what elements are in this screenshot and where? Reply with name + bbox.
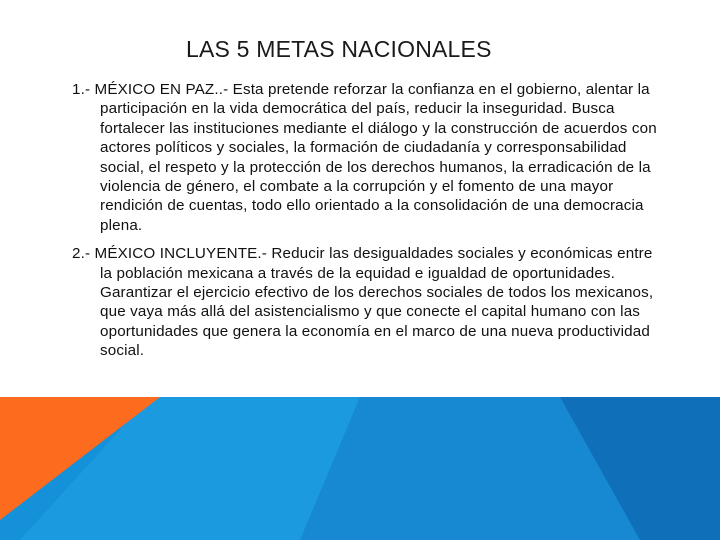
slide-title: LAS 5 METAS NACIONALES — [186, 36, 492, 62]
paragraph-mexico-incluyente: 2.- MÉXICO INCLUYENTE.- Reducir las desigualdades sociales y económicas entre la población mexicana a través de la equidad e igualdad de oportunidades. Garantizar el ejercicio efectivo de los derechos sociales de todos los mexicanos, que vaya más allá del asistencialismo y que conecte el capital humano con las oportunidades que genera la economía en el marco de una nueva productividad social. — [72, 245, 654, 360]
paragraph-mexico-en-paz: 1.- MÉXICO EN PAZ..- Esta pretende reforzar la confianza en el gobierno, alentar la participación en la vida democrática del país, reducir la inseguridad. Busca fortalecer las instituciones mediante el diálogo y la construcción de acuerdos con actores políticos y sociales, la formación de ciudadanía y corresponsabilidad social, el respeto y la protección de los derechos humanos, la erradicación de la violencia de género, el combate a la corrupción y el fomento de una mayor rendición de cuentas, todo ello orientado a la consolidación de una democracia plena. — [72, 81, 657, 234]
